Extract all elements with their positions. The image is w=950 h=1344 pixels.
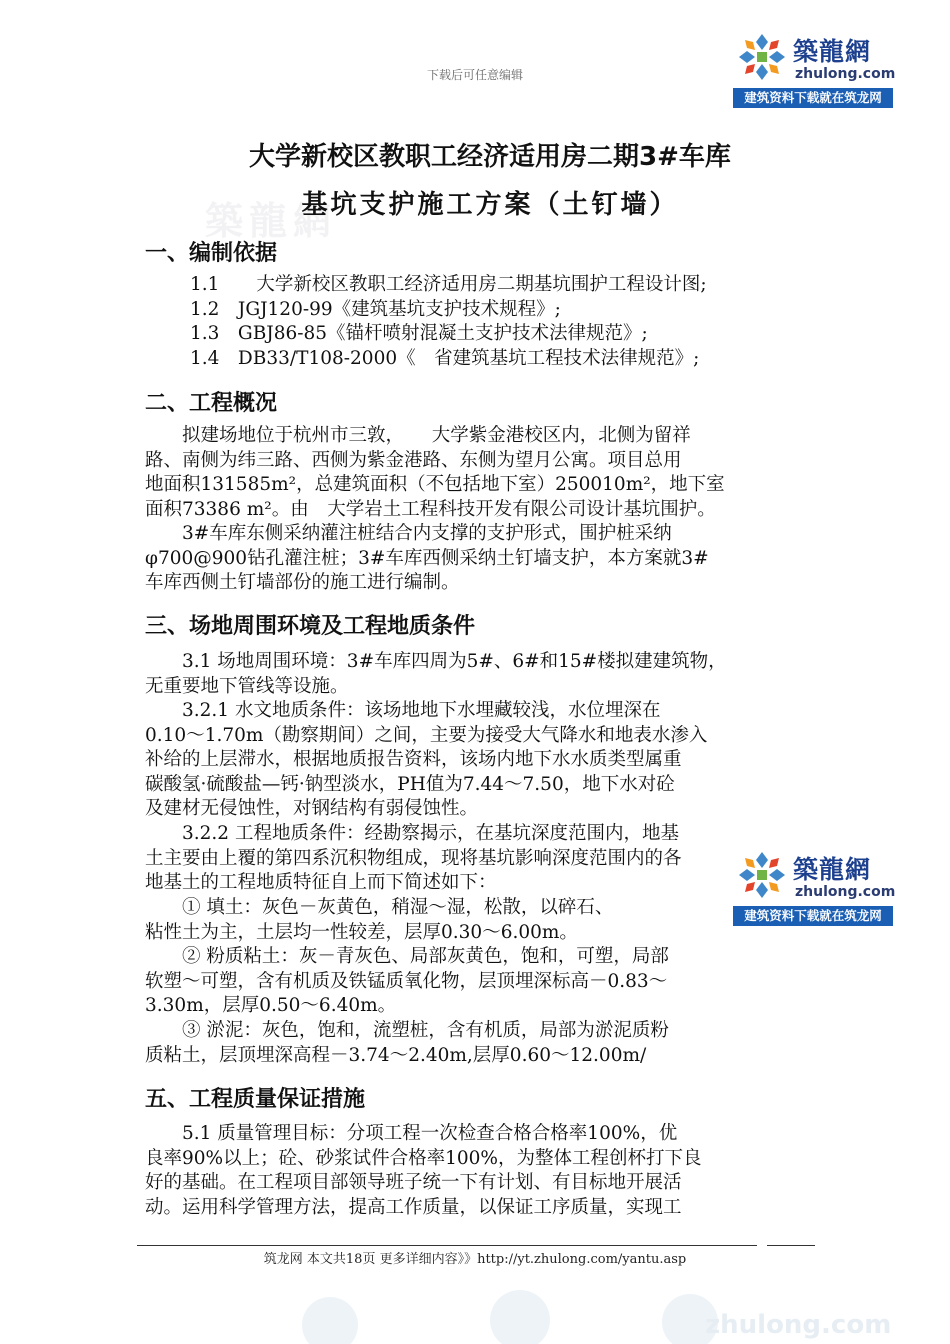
watermark: 築龍網 [205, 199, 338, 243]
text-line: 碳酸氢·硫酸盐—钙·钠型淡水，PH值为7.44～7.50，地下水对砼 [145, 773, 675, 795]
soil-layer-2 [145, 945, 815, 1019]
list-item: 1.2 JGJ120-99《建筑基坑支护技术规程》; [190, 298, 561, 320]
text-line: 0.10～1.70m（勘察期间）之间，主要为接受大气降水和地表水渗入 [145, 724, 708, 746]
overview-paragraph-1 [145, 424, 815, 522]
text-line: 无重要地下管线等设施。 [145, 675, 349, 697]
logo-slogan: 建筑资料下载就在筑龙网 [733, 88, 893, 108]
text-line: 车库西侧土钉墙部份的施工进行编制。 [145, 572, 460, 593]
soil-layer-3 [145, 1019, 815, 1068]
soil-layer-1 [145, 896, 815, 945]
list-item: 1.1 大学新校区教职工经济适用房二期基坑围护工程设计图; [190, 274, 707, 295]
text-line: 3.2.2 工程地质条件：经勘察揭示，在基坑深度范围内，地基 [145, 823, 679, 844]
text-line: 质粘土，层顶埋深高程－3.74～2.40m,层厚0.60～12.00m/ [145, 1044, 647, 1066]
text-line: 拟建场地位于杭州市三敦， 大学紫金港校区内，北侧为留祥 [145, 425, 691, 446]
list-item: 1.4 DB33/T108-2000《 省建筑基坑工程技术法律规范》; [190, 347, 700, 369]
text-line: 地面积131585m²，总建筑面积（不包括地下室）250010m²，地下室 [145, 474, 725, 495]
text-line: φ700@900钻孔灌注桩；3#车库西侧采纳土钉墙支护，本方案就3# [145, 547, 709, 569]
zhulong-logo-overlay[interactable] [733, 848, 896, 928]
text-line: 良率90%以上；砼、砂浆试件合格率100%，为整体工程创杯打下良 [145, 1147, 702, 1169]
logo-domain: zhulong.com [795, 66, 896, 82]
text-line: 粘性土为主，土层均一性较差，层厚0.30～6.00m。 [145, 921, 578, 943]
text-line: 及建材无侵蚀性，对钢结构有弱侵蚀性。 [145, 798, 479, 819]
text-line: 3.1 场地周围环境：3#车库四周为5#、6#和15#楼拟建建筑物， [145, 651, 727, 672]
header-note: 下载后可任意编辑 [426, 68, 523, 82]
section-heading-5: 五、工程质量保证措施 [145, 1087, 366, 1112]
document-title-line2: 基坑支护施工方案（土钉墙） [301, 190, 679, 220]
text-line: 补给的上层滞水，根据地质报告资料，该场内地下水水质类型属重 [145, 749, 682, 770]
overview-paragraph-2 [145, 522, 815, 596]
bottom-watermark [0, 1270, 950, 1344]
list-item: 1.3 GBJ86-85《锚杆喷射混凝土支护技术法律规范》; [190, 323, 648, 344]
text-line: 地基土的工程地质特征自上而下简述如下： [145, 872, 497, 893]
logo-name: 築龍網 [793, 37, 872, 66]
text-line: 软塑～可塑，含有机质及铁锰质氧化物，层顶埋深标高－0.83～ [145, 970, 668, 992]
text-line: 面积73386 m²。由 大学岩土工程科技开发有限公司设计基坑围护。 [145, 498, 716, 520]
text-line: 动。运用科学管理方法，提高工作质量，以保证工序质量，实现工 [145, 1196, 682, 1218]
geology-paragraph [145, 822, 815, 896]
text-line: ① 填土：灰色－灰黄色，稍湿～湿，松散，以碎石、 [145, 897, 614, 918]
text-line: 路、南侧为纬三路、西侧为紫金港路、东侧为望月公寓。项目总用 [145, 449, 682, 471]
text-line: 好的基础。在工程项目部领导班子统一下有计划、有目标地开展活 [145, 1172, 682, 1193]
text-line: 土主要由上覆的第四系沉积物组成，现将基坑影响深度范围内的各 [145, 847, 682, 869]
document-title-line1: 大学新校区教职工经济适用房二期3#车库 [249, 142, 731, 172]
text-line: 3.2.1 水文地质条件：该场地地下水埋藏较浅，水位埋深在 [145, 700, 661, 721]
reference-list [190, 273, 707, 371]
snowflake-logo-icon [737, 32, 787, 82]
snowflake-logo-icon [737, 850, 787, 900]
section-heading-2: 二、工程概况 [145, 391, 278, 416]
footer-link[interactable]: 筑龙网 本文共18页 更多详细内容》》http://yt.zhulong.com/yantu.asp [263, 1252, 687, 1267]
zhulong-logo[interactable] [733, 30, 896, 110]
text-line: ② 粉质粘土：灰－青灰色、局部灰黄色，饱和，可塑，局部 [145, 946, 669, 967]
logo-slogan: 建筑资料下载就在筑龙网 [733, 906, 893, 926]
text-line: 3#车库东侧采纳灌注桩结合内支撑的支护形式，围护桩采纳 [145, 523, 672, 544]
environment-paragraph [145, 650, 815, 699]
section-heading-3: 三、场地周围环境及工程地质条件 [145, 614, 476, 639]
text-line: ③ 淤泥：灰色，饱和，流塑桩，含有机质，局部为淤泥质粉 [145, 1020, 669, 1041]
footer-divider-short [767, 1245, 815, 1246]
section-heading-1: 一、编制依据 [145, 241, 278, 266]
quality-paragraph [145, 1122, 815, 1220]
hydrology-paragraph [145, 699, 815, 822]
bottom-brand: zhulong.com [705, 1310, 892, 1340]
text-line: 3.30m，层厚0.50～6.40m。 [145, 995, 397, 1016]
logo-name: 築龍網 [793, 855, 872, 884]
footer-divider [137, 1245, 757, 1246]
text-line: 5.1 质量管理目标：分项工程一次检查合格合格率100%，优 [145, 1123, 678, 1144]
logo-domain: zhulong.com [795, 884, 896, 900]
